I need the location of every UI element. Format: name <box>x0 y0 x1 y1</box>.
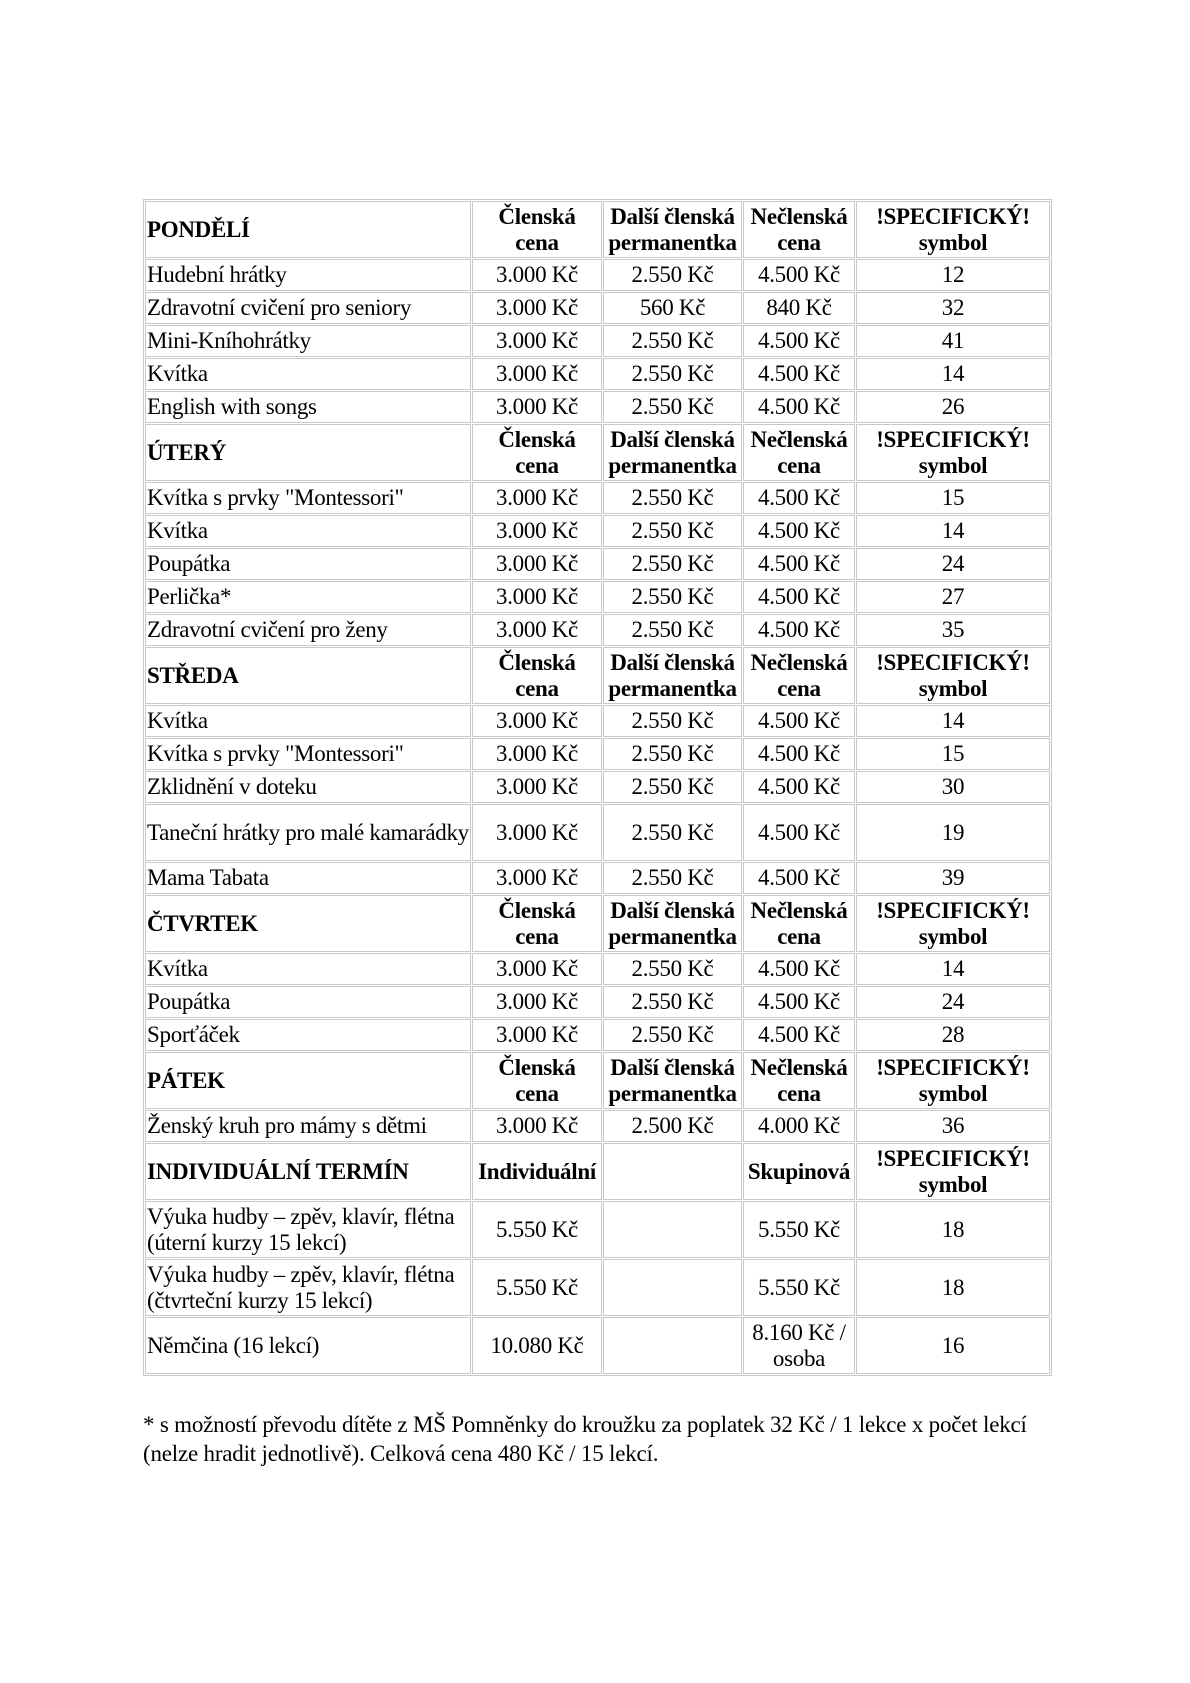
table-row <box>145 614 1050 646</box>
section-title: ČTVRTEK <box>145 895 471 952</box>
footnote: * s možností převodu dítěte z MŠ Pomněnky do kroužku za poplatek 32 Kč / 1 lekce x počet lekcí (nelze hradit jednotlivě). Celková cena 480 Kč / 15 lekcí. <box>143 1412 1027 1466</box>
specific-symbol: 18 <box>856 1259 1050 1316</box>
price-cell: 3.000 Kč <box>472 391 602 423</box>
price-cell: 2.550 Kč <box>603 259 742 291</box>
specific-symbol: 18 <box>856 1201 1050 1258</box>
price-cell: 2.550 Kč <box>603 862 742 894</box>
price-cell: 2.550 Kč <box>603 614 742 646</box>
course-name: Perlička* <box>145 581 471 613</box>
table-row <box>145 738 1050 770</box>
column-header: Nečlenská cena <box>743 424 855 481</box>
column-header: Nečlenská cena <box>743 647 855 704</box>
section-header-row <box>145 1052 1050 1109</box>
price-cell: 3.000 Kč <box>472 804 602 861</box>
course-name: Výuka hudby – zpěv, klavír, flétna (úterní kurzy 15 lekcí) <box>145 1201 471 1258</box>
course-name: Kvítka <box>145 953 471 985</box>
specific-symbol: 27 <box>856 581 1050 613</box>
price-cell: 2.550 Kč <box>603 986 742 1018</box>
column-header: Nečlenská cena <box>743 1052 855 1109</box>
price-cell: 5.550 Kč <box>743 1259 855 1316</box>
course-name: Ženský kruh pro mámy s dětmi <box>145 1110 471 1142</box>
price-cell: 4.500 Kč <box>743 804 855 861</box>
table-row <box>145 1259 1050 1316</box>
table-row <box>145 862 1050 894</box>
price-cell: 2.550 Kč <box>603 515 742 547</box>
table-row <box>145 581 1050 613</box>
specific-symbol: 14 <box>856 358 1050 390</box>
price-cell: 2.550 Kč <box>603 1019 742 1051</box>
column-header: Členská cena <box>472 895 602 952</box>
table-row <box>145 705 1050 737</box>
course-name: Sporťáček <box>145 1019 471 1051</box>
section-title: PONDĚLÍ <box>145 201 471 258</box>
price-cell: 3.000 Kč <box>472 738 602 770</box>
price-cell: 4.500 Kč <box>743 548 855 580</box>
price-cell: 4.500 Kč <box>743 482 855 514</box>
column-header: Nečlenská cena <box>743 201 855 258</box>
specific-symbol: 15 <box>856 482 1050 514</box>
price-cell: 4.500 Kč <box>743 581 855 613</box>
price-cell: 4.500 Kč <box>743 862 855 894</box>
column-header: Další členská permanentka <box>603 201 742 258</box>
section-header-row <box>145 1143 1050 1200</box>
price-cell: 3.000 Kč <box>472 986 602 1018</box>
price-cell: 2.550 Kč <box>603 391 742 423</box>
price-cell: 4.500 Kč <box>743 953 855 985</box>
price-cell: 3.000 Kč <box>472 1019 602 1051</box>
section-header-row <box>145 895 1050 952</box>
table-row <box>145 1317 1050 1374</box>
specific-symbol: 39 <box>856 862 1050 894</box>
price-cell: 2.550 Kč <box>603 771 742 803</box>
specific-symbol: 14 <box>856 953 1050 985</box>
price-cell: 4.500 Kč <box>743 1019 855 1051</box>
course-name: Mama Tabata <box>145 862 471 894</box>
price-cell: 3.000 Kč <box>472 515 602 547</box>
column-header <box>603 1143 742 1200</box>
column-header: !SPECIFICKÝ! symbol <box>856 1052 1050 1109</box>
table-row <box>145 771 1050 803</box>
specific-symbol: 14 <box>856 705 1050 737</box>
course-name: Taneční hrátky pro malé kamarádky <box>145 804 471 861</box>
price-cell <box>603 1201 742 1258</box>
course-name: Kvítka <box>145 705 471 737</box>
price-cell: 3.000 Kč <box>472 259 602 291</box>
price-cell: 2.550 Kč <box>603 705 742 737</box>
price-cell: 2.550 Kč <box>603 804 742 861</box>
price-cell: 3.000 Kč <box>472 325 602 357</box>
price-cell: 560 Kč <box>603 292 742 324</box>
table-row <box>145 292 1050 324</box>
column-header: !SPECIFICKÝ! symbol <box>856 647 1050 704</box>
price-cell: 4.500 Kč <box>743 738 855 770</box>
price-cell: 3.000 Kč <box>472 482 602 514</box>
column-header: !SPECIFICKÝ! symbol <box>856 424 1050 481</box>
price-cell: 2.550 Kč <box>603 358 742 390</box>
price-cell <box>603 1259 742 1316</box>
course-name: English with songs <box>145 391 471 423</box>
course-name: Poupátka <box>145 986 471 1018</box>
specific-symbol: 24 <box>856 986 1050 1018</box>
table-row <box>145 1110 1050 1142</box>
column-header: Skupinová <box>743 1143 855 1200</box>
price-cell: 5.550 Kč <box>472 1259 602 1316</box>
section-title: STŘEDA <box>145 647 471 704</box>
price-cell: 3.000 Kč <box>472 1110 602 1142</box>
section-title: INDIVIDUÁLNÍ TERMÍN <box>145 1143 471 1200</box>
price-cell: 3.000 Kč <box>472 771 602 803</box>
column-header: Nečlenská cena <box>743 895 855 952</box>
price-cell: 2.550 Kč <box>603 738 742 770</box>
table-row <box>145 986 1050 1018</box>
price-cell: 4.500 Kč <box>743 771 855 803</box>
column-header: Členská cena <box>472 647 602 704</box>
price-cell: 840 Kč <box>743 292 855 324</box>
price-cell: 3.000 Kč <box>472 358 602 390</box>
section-header-row <box>145 424 1050 481</box>
table-row <box>145 358 1050 390</box>
column-header: !SPECIFICKÝ! symbol <box>856 201 1050 258</box>
course-name: Zdravotní cvičení pro ženy <box>145 614 471 646</box>
price-cell: 3.000 Kč <box>472 614 602 646</box>
course-name: Poupátka <box>145 548 471 580</box>
price-cell: 2.550 Kč <box>603 482 742 514</box>
price-cell: 2.500 Kč <box>603 1110 742 1142</box>
price-cell: 2.550 Kč <box>603 325 742 357</box>
column-header: Další členská permanentka <box>603 1052 742 1109</box>
price-cell: 3.000 Kč <box>472 292 602 324</box>
column-header: Členská cena <box>472 201 602 258</box>
column-header: Další členská permanentka <box>603 647 742 704</box>
price-cell: 4.500 Kč <box>743 358 855 390</box>
price-cell: 3.000 Kč <box>472 953 602 985</box>
section-title: ÚTERÝ <box>145 424 471 481</box>
specific-symbol: 28 <box>856 1019 1050 1051</box>
specific-symbol: 16 <box>856 1317 1050 1374</box>
price-cell: 4.500 Kč <box>743 515 855 547</box>
price-cell: 10.080 Kč <box>472 1317 602 1374</box>
table-row <box>145 259 1050 291</box>
price-cell: 2.550 Kč <box>603 581 742 613</box>
price-cell: 4.500 Kč <box>743 259 855 291</box>
course-name: Kvítka <box>145 515 471 547</box>
specific-symbol: 14 <box>856 515 1050 547</box>
course-name: Hudební hrátky <box>145 259 471 291</box>
specific-symbol: 41 <box>856 325 1050 357</box>
price-cell: 4.500 Kč <box>743 614 855 646</box>
price-cell: 3.000 Kč <box>472 862 602 894</box>
course-name: Kvítka <box>145 358 471 390</box>
column-header: Individuální <box>472 1143 602 1200</box>
course-name: Zdravotní cvičení pro seniory <box>145 292 471 324</box>
price-cell: 5.550 Kč <box>743 1201 855 1258</box>
price-cell: 8.160 Kč / osoba <box>743 1317 855 1374</box>
table-row <box>145 548 1050 580</box>
specific-symbol: 15 <box>856 738 1050 770</box>
column-header: Členská cena <box>472 1052 602 1109</box>
price-cell: 2.550 Kč <box>603 953 742 985</box>
column-header: Členská cena <box>472 424 602 481</box>
price-cell: 3.000 Kč <box>472 548 602 580</box>
price-cell: 4.000 Kč <box>743 1110 855 1142</box>
table-row <box>145 325 1050 357</box>
specific-symbol: 12 <box>856 259 1050 291</box>
course-name: Zklidnění v doteku <box>145 771 471 803</box>
price-table <box>143 199 1052 1376</box>
price-cell: 2.550 Kč <box>603 548 742 580</box>
price-cell: 4.500 Kč <box>743 705 855 737</box>
specific-symbol: 35 <box>856 614 1050 646</box>
course-name: Mini-Kníhohrátky <box>145 325 471 357</box>
specific-symbol: 26 <box>856 391 1050 423</box>
section-header-row <box>145 647 1050 704</box>
specific-symbol: 32 <box>856 292 1050 324</box>
specific-symbol: 19 <box>856 804 1050 861</box>
course-name: Výuka hudby – zpěv, klavír, flétna (čtvrteční kurzy 15 lekcí) <box>145 1259 471 1316</box>
column-header: !SPECIFICKÝ! symbol <box>856 1143 1050 1200</box>
course-name: Němčina (16 lekcí) <box>145 1317 471 1374</box>
course-name: Kvítka s prvky "Montessori" <box>145 482 471 514</box>
specific-symbol: 36 <box>856 1110 1050 1142</box>
price-cell: 5.550 Kč <box>472 1201 602 1258</box>
price-cell: 4.500 Kč <box>743 986 855 1018</box>
column-header: Další členská permanentka <box>603 424 742 481</box>
price-cell: 4.500 Kč <box>743 325 855 357</box>
specific-symbol: 30 <box>856 771 1050 803</box>
column-header: !SPECIFICKÝ! symbol <box>856 895 1050 952</box>
table-row <box>145 953 1050 985</box>
column-header: Další členská permanentka <box>603 895 742 952</box>
specific-symbol: 24 <box>856 548 1050 580</box>
table-row <box>145 391 1050 423</box>
table-row <box>145 1201 1050 1258</box>
course-name: Kvítka s prvky "Montessori" <box>145 738 471 770</box>
table-row <box>145 482 1050 514</box>
price-cell: 3.000 Kč <box>472 705 602 737</box>
price-cell: 3.000 Kč <box>472 581 602 613</box>
section-header-row <box>145 201 1050 258</box>
table-row <box>145 804 1050 861</box>
price-cell: 4.500 Kč <box>743 391 855 423</box>
section-title: PÁTEK <box>145 1052 471 1109</box>
table-row <box>145 1019 1050 1051</box>
table-row <box>145 515 1050 547</box>
price-cell <box>603 1317 742 1374</box>
